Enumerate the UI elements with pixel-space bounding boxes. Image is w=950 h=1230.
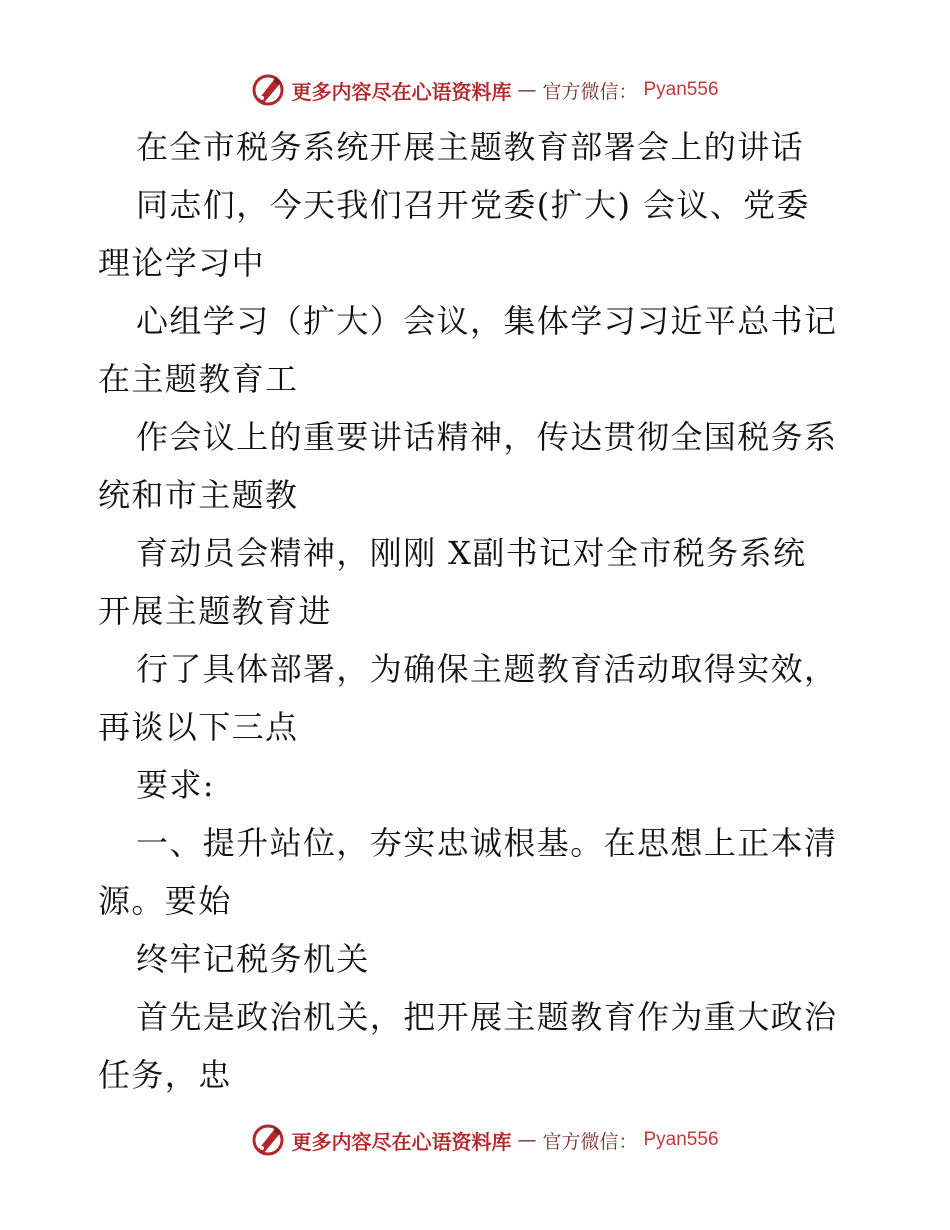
paragraph-line: 育动员会精神，刚刚 X副书记对全市税务系统 bbox=[136, 534, 807, 572]
paragraph-line: 作会议上的重要讲话精神，传达贯彻全国税务系 bbox=[136, 418, 838, 456]
header-site-text: 更多内容尽在心语资料库 bbox=[291, 79, 512, 104]
footer-wechat-id: Pyan556 bbox=[643, 1129, 719, 1150]
paragraph-line: 任务，忠 bbox=[98, 1056, 232, 1094]
paragraph-line: 行了具体部署，为确保主题教育活动取得实效， bbox=[136, 650, 838, 688]
pen-logo-icon bbox=[251, 73, 285, 107]
paragraph-line: 开展主题教育进 bbox=[98, 592, 332, 630]
paragraph-line: 理论学习中 bbox=[98, 244, 266, 282]
footer-banner-content bbox=[251, 1123, 718, 1157]
paragraph-line: 同志们，今天我们召开党委(扩大) 会议、党委 bbox=[136, 186, 810, 224]
header-banner-content bbox=[251, 73, 718, 107]
paragraph-line: 再谈以下三点 bbox=[98, 708, 299, 746]
footer-site-text: 更多内容尽在心语资料库 bbox=[291, 1129, 512, 1154]
paragraph-line: 在主题教育工 bbox=[98, 360, 299, 398]
footer-dash: — bbox=[517, 1129, 537, 1151]
footer-banner bbox=[0, 1120, 950, 1160]
pen-logo-icon bbox=[251, 1123, 285, 1157]
paragraph-line: 源。要始 bbox=[98, 882, 232, 920]
paragraph-line: 要求: bbox=[136, 766, 215, 804]
paragraph-line: 心组学习（扩大）会议，集体学习习近平总书记 bbox=[136, 302, 838, 340]
paragraph-line: 首先是政治机关，把开展主题教育作为重大政治 bbox=[136, 998, 838, 1036]
header-wechat-label: 官方微信： bbox=[542, 80, 638, 103]
section-heading-line: 一、提升站位，夯实忠诚根基。在思想上正本清 bbox=[136, 824, 838, 862]
paragraph-line: 统和市主题教 bbox=[98, 476, 299, 514]
document-title: 在全市税务系统开展主题教育部署会上的讲话 bbox=[136, 128, 805, 166]
paragraph-line: 终牢记税务机关 bbox=[136, 940, 370, 978]
header-wechat-id: Pyan556 bbox=[643, 79, 719, 100]
header-dash: — bbox=[517, 79, 537, 101]
header-banner bbox=[0, 70, 950, 110]
footer-wechat-label: 官方微信： bbox=[542, 1130, 638, 1153]
